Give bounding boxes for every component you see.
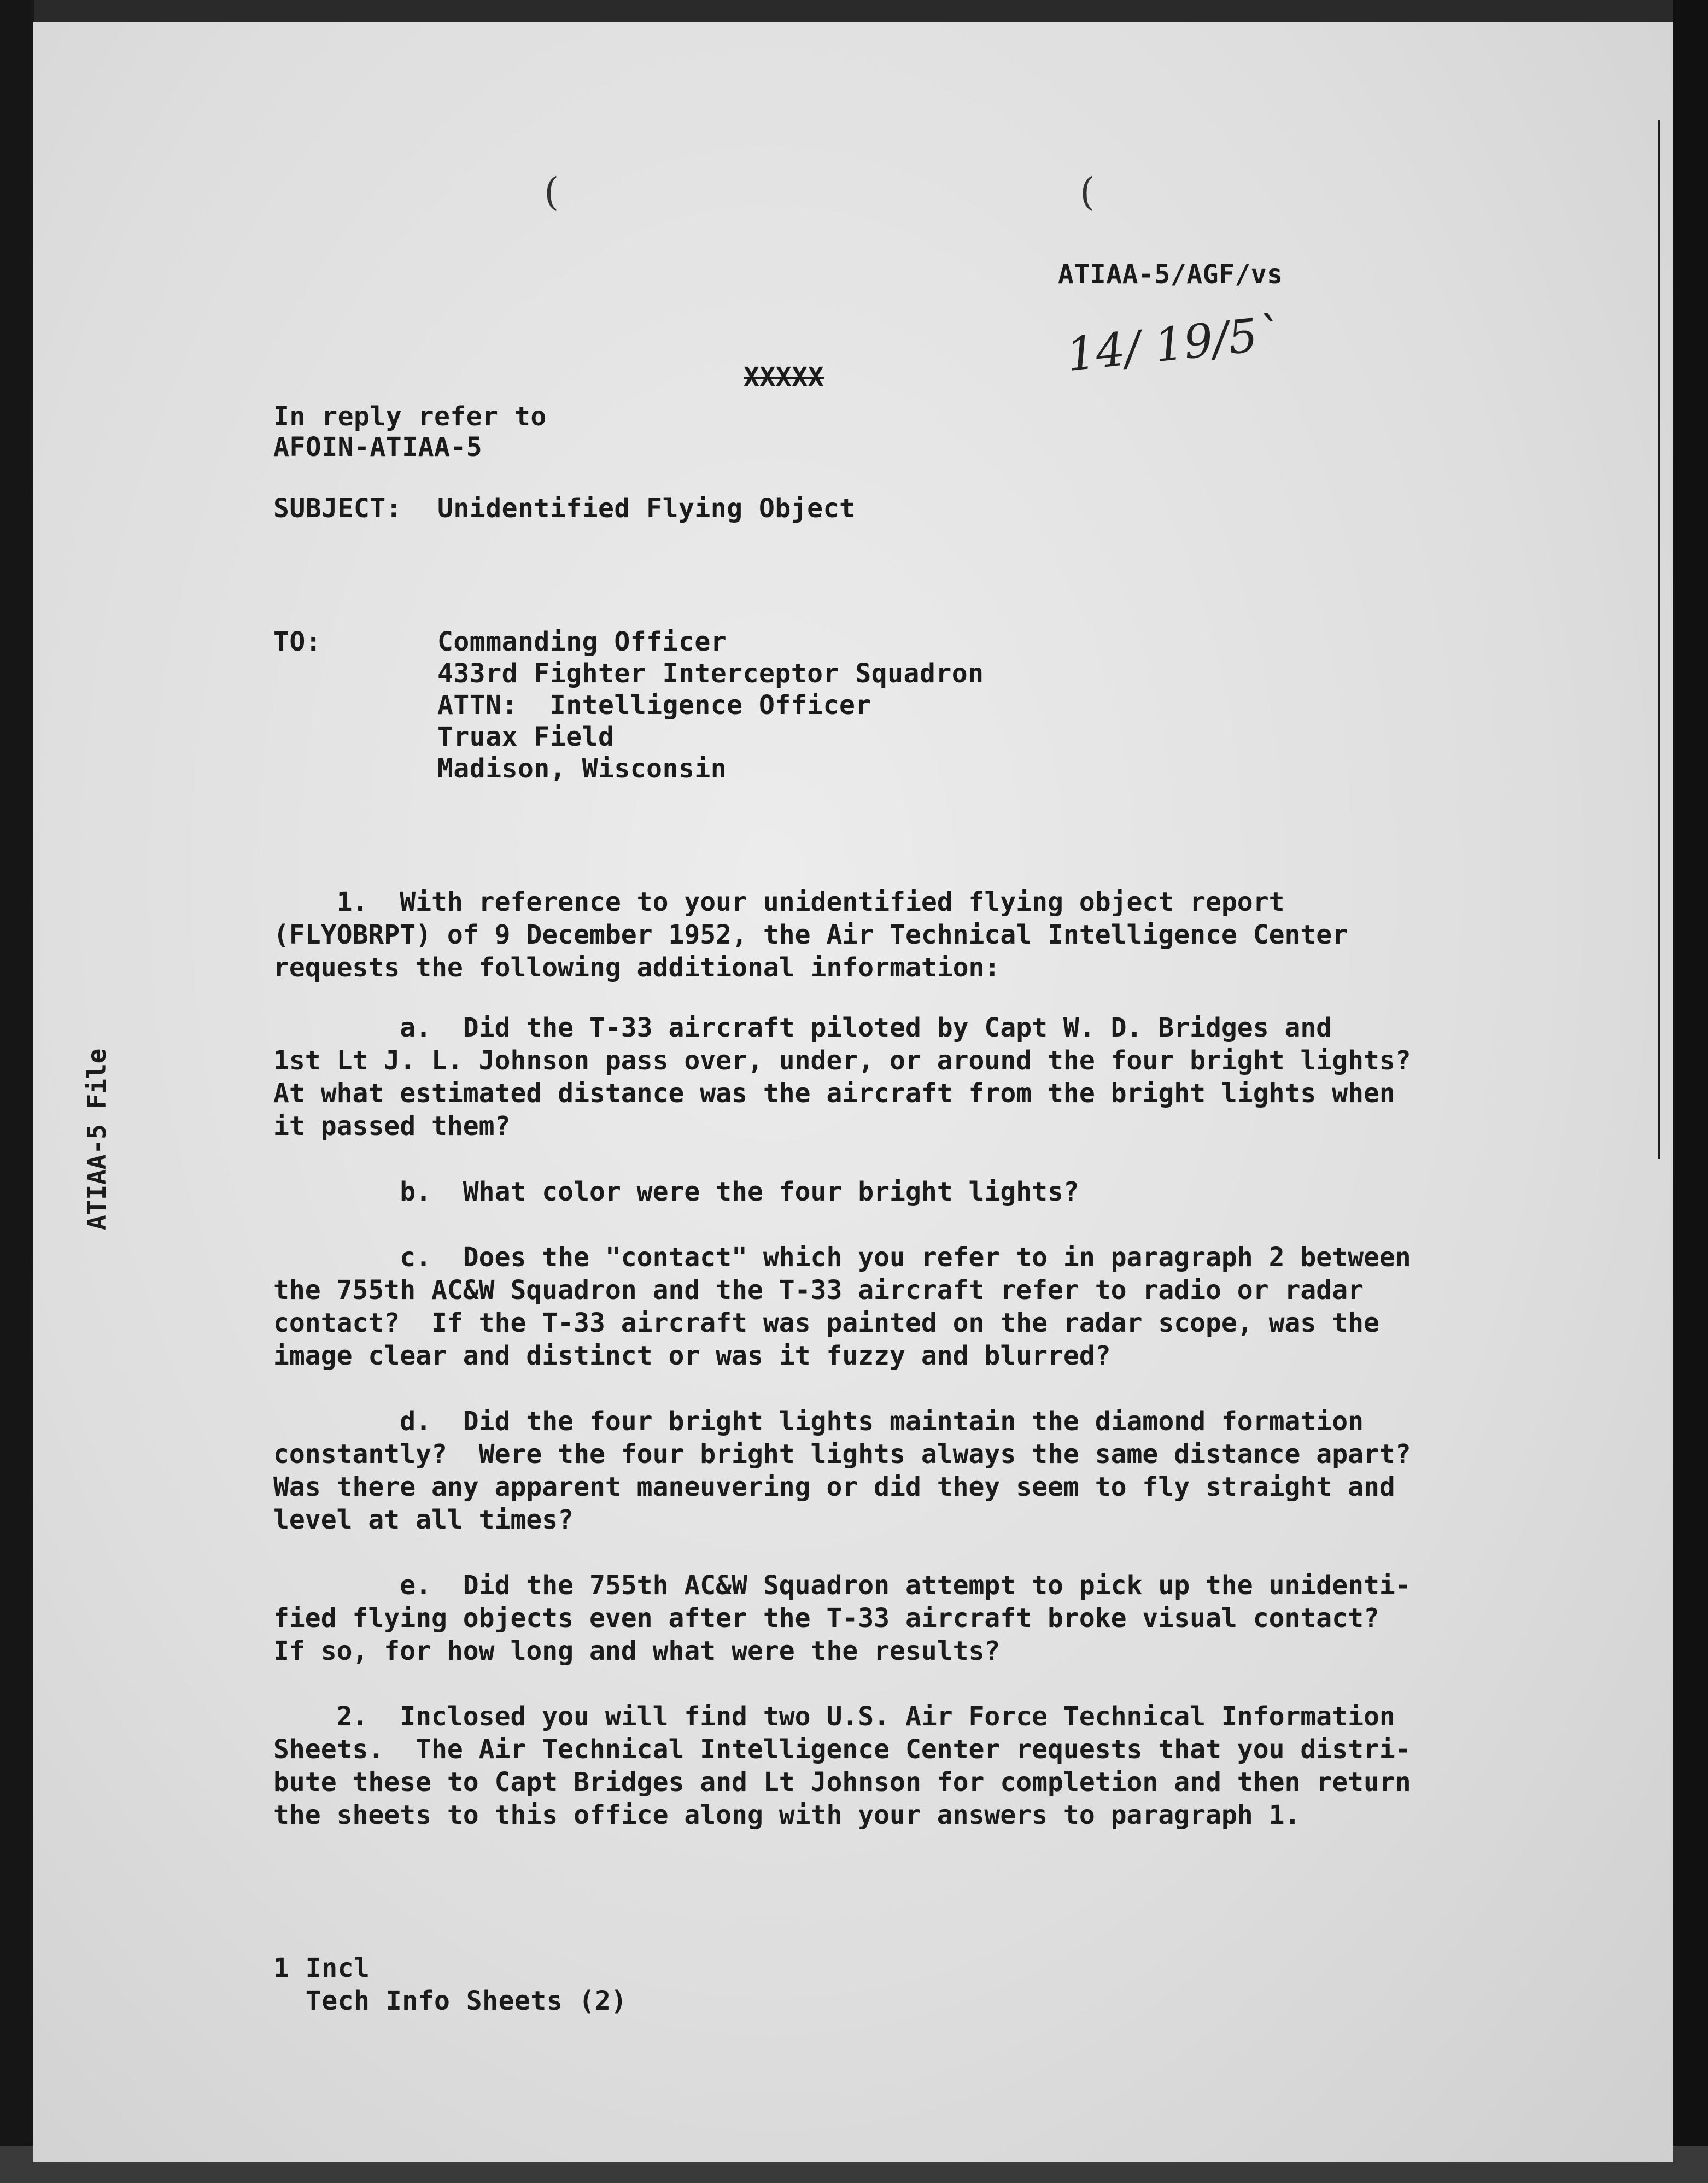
- text-line: (FLYOBRPT) of 9 December 1952, the Air Technical Intelligence Center: [273, 920, 1348, 950]
- text-line: requests the following additional information:: [273, 952, 1001, 983]
- address-line: ATTN: Intelligence Officer: [437, 690, 871, 721]
- scan-border-right: [1673, 0, 1708, 2183]
- text-line: c. Does the "contact" which you refer to in paragraph 2 between: [273, 1242, 1411, 1273]
- text-line: it passed them?: [273, 1111, 511, 1142]
- scan-border-left: [0, 0, 34, 2183]
- classification-mark: XXXXX: [744, 362, 824, 393]
- text-line: fied flying objects even after the T-33 aircraft broke visual contact?: [273, 1603, 1379, 1634]
- document-page: [33, 22, 1673, 2162]
- text-line: image clear and distinct or was it fuzzy and blurred?: [273, 1341, 1111, 1371]
- enclosure-count: 1 Incl: [273, 1953, 370, 1983]
- enclosure-description: Tech Info Sheets (2): [273, 1986, 627, 2016]
- text-line: bute these to Capt Bridges and Lt Johnson for completion and then return: [273, 1767, 1411, 1798]
- punch-mark-left: (: [544, 169, 559, 214]
- address-line: Commanding Officer: [437, 627, 727, 657]
- address-line: Truax Field: [437, 722, 615, 752]
- file-code: ATIAA-5/AGF/vs: [1058, 259, 1283, 290]
- text-line: the sheets to this office along with your answers to paragraph 1.: [273, 1800, 1301, 1830]
- reply-reference: In reply refer to: [273, 401, 547, 432]
- text-line: the 755th AC&W Squadron and the T-33 aircraft refer to radio or radar: [273, 1275, 1364, 1306]
- page-edge-mark: [1658, 120, 1660, 1159]
- to-label: TO:: [273, 627, 322, 657]
- subject-value: Unidentified Flying Object: [437, 493, 856, 524]
- punch-mark-right: (: [1080, 169, 1095, 214]
- text-line: e. Did the 755th AC&W Squadron attempt to pick up the unidenti-: [273, 1570, 1411, 1601]
- side-file-note: ATIAA-5 File: [82, 1048, 112, 1230]
- text-line: Sheets. The Air Technical Intelligence Center requests that you distri-: [273, 1734, 1411, 1765]
- text-line: Was there any apparent maneuvering or did they seem to fly straight and: [273, 1472, 1395, 1502]
- text-line: At what estimated distance was the aircraft from the bright lights when: [273, 1078, 1395, 1109]
- text-line: d. Did the four bright lights maintain the diamond formation: [273, 1406, 1364, 1437]
- text-line: constantly? Were the four bright lights always the same distance apart?: [273, 1439, 1411, 1470]
- text-line: a. Did the T-33 aircraft piloted by Capt W. D. Bridges and: [273, 1013, 1332, 1043]
- text-line: 1st Lt J. L. Johnson pass over, under, or around the four bright lights?: [273, 1045, 1411, 1076]
- text-line: level at all times?: [273, 1505, 574, 1535]
- handwritten-date: 14/ 19/5ˋ: [1063, 306, 1283, 382]
- text-line: 2. Inclosed you will find two U.S. Air Force Technical Information: [273, 1701, 1395, 1732]
- reply-reference-code: AFOIN-ATIAA-5: [273, 432, 483, 463]
- text-line: If so, for how long and what were the results?: [273, 1636, 1001, 1666]
- text-line: b. What color were the four bright lights?: [273, 1177, 1079, 1207]
- text-line: contact? If the T-33 aircraft was painted on the radar scope, was the: [273, 1308, 1379, 1338]
- address-line: Madison, Wisconsin: [437, 753, 727, 784]
- text-line: 1. With reference to your unidentified flying object report: [273, 887, 1285, 917]
- subject-label: SUBJECT:: [273, 493, 402, 524]
- address-line: 433rd Fighter Interceptor Squadron: [437, 658, 984, 689]
